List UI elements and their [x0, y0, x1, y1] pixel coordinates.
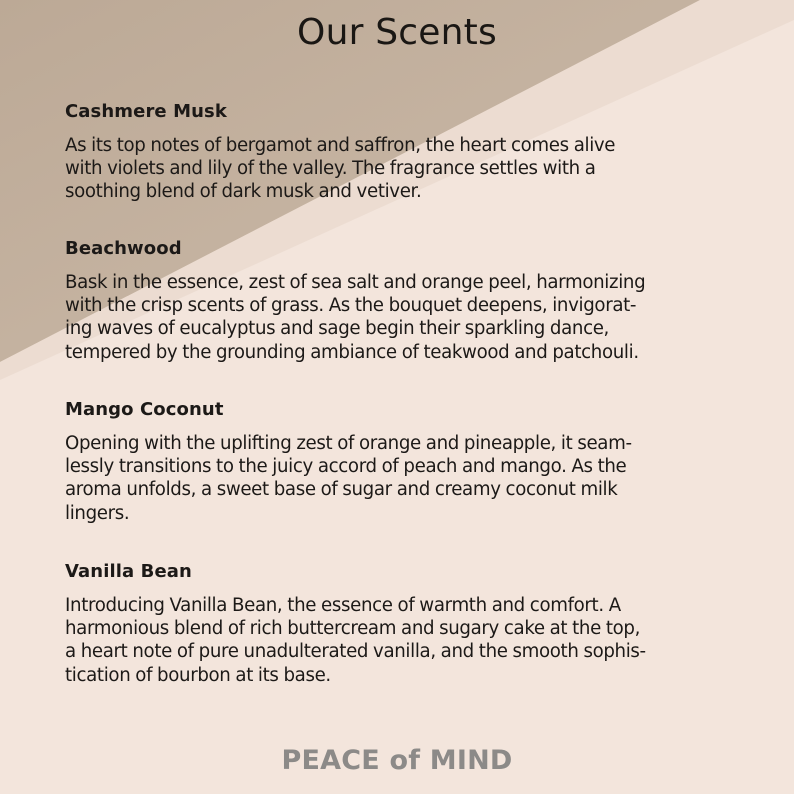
- scent-description: Bask in the essence, zest of sea salt and orange peel, harmonizing with the crisp scents of grass. As the bouquet deepens, invigorat- ing waves of eucalyptus and sage begin their sparkling dance, tempered by the grounding ambiance of teakwood and patchouli.: [65, 272, 646, 363]
- scent-entry: [65, 101, 735, 204]
- page-title: Our Scents: [297, 12, 497, 53]
- scent-name: Beachwood: [65, 238, 182, 259]
- scent-description: As its top notes of bergamot and saffron, the heart comes alive with violets and lily of the valley. The fragrance settles with a soothing blend of dark musk and vetiver.: [65, 135, 616, 203]
- scent-name: Mango Coconut: [65, 399, 224, 420]
- scent-entry: [65, 399, 735, 525]
- brand-logo: PEACE of MIND: [281, 745, 513, 776]
- scent-name: Cashmere Musk: [65, 101, 227, 122]
- scent-name: Vanilla Bean: [65, 561, 192, 582]
- scent-entry: [65, 238, 735, 364]
- scent-entry: [65, 561, 735, 687]
- scent-description: Opening with the uplifting zest of orange and pineapple, it seam- lessly transitions to the juicy accord of peach and mango. As the aroma unfolds, a sweet base of sugar and creamy coconut milk lingers.: [65, 433, 632, 524]
- scent-description: Introducing Vanilla Bean, the essence of warmth and comfort. A harmonious blend of rich buttercream and sugary cake at the top, a heart note of pure unadulterated vanilla, and the smooth sophis- tication of bourbon at its base.: [65, 595, 646, 686]
